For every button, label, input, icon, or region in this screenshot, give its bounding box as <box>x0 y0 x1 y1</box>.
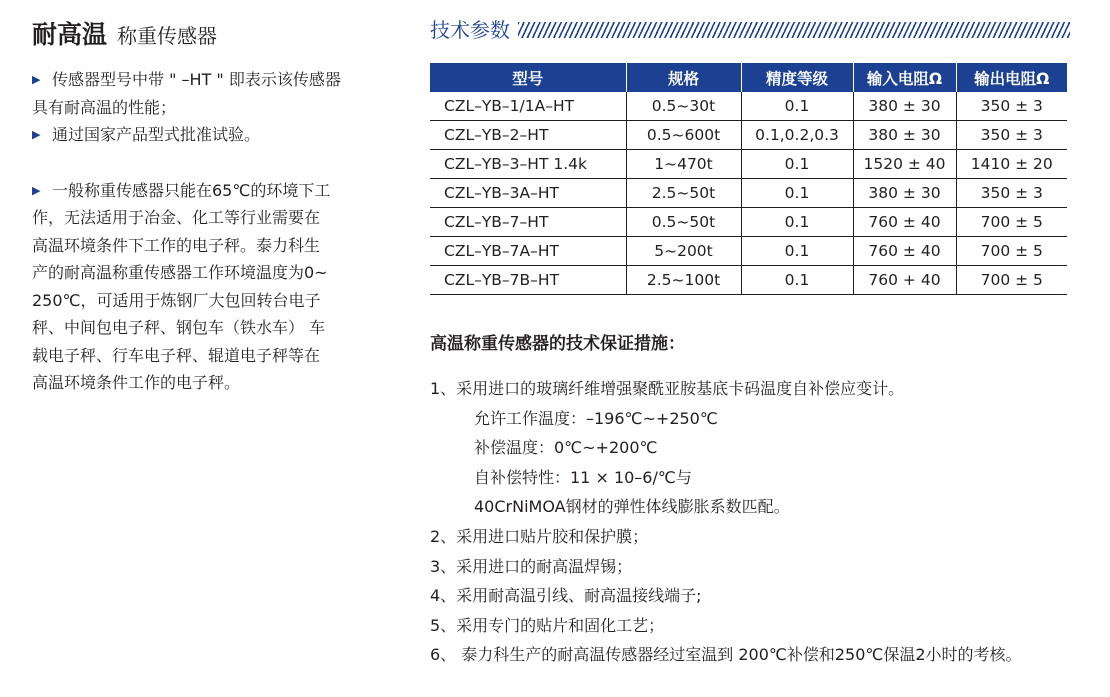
cell-model: CZL–YB–7–HT <box>430 208 626 237</box>
cell-output-resistance: 350 ± 3 <box>956 121 1067 150</box>
hatch-divider <box>518 22 1070 38</box>
measure-item: 3、采用进口的耐高温焊锡； <box>430 556 633 576</box>
bullet-approval <box>32 121 377 149</box>
bullet-line: 产的耐高温称重传感器工作环境温度为0~ <box>32 263 328 282</box>
cell-spec: 5~200t <box>626 237 741 266</box>
cell-output-resistance: 350 ± 3 <box>956 179 1067 208</box>
cell-spec: 2.5~100t <box>626 266 741 295</box>
cell-output-resistance: 700 ± 5 <box>956 266 1067 295</box>
table-row <box>430 208 1067 237</box>
page-title <box>32 10 377 50</box>
bullet-line: 具有耐高温的性能； <box>32 97 177 117</box>
header-input-resistance: 输入电阻Ω <box>853 63 956 92</box>
table-row <box>430 150 1067 179</box>
cell-input-resistance: 380 ± 30 <box>853 92 956 121</box>
table-row <box>430 179 1067 208</box>
cell-model: CZL–YB–3A–HT <box>430 179 626 208</box>
cell-input-resistance: 1520 ± 40 <box>853 150 956 179</box>
section-title: 技术参数 <box>430 18 510 42</box>
measures-list <box>430 374 1022 670</box>
feature-list <box>32 66 377 397</box>
measure-detail: 40CrNiMOA钢材的弹性体线膨胀系数匹配。 <box>474 497 790 517</box>
cell-model: CZL–YB–3–HT 1.4k <box>430 150 626 179</box>
table-row <box>430 266 1067 295</box>
cell-accuracy: 0.1 <box>741 208 853 237</box>
cell-model: CZL–YB–1/1A–HT <box>430 92 626 121</box>
cell-spec: 0.5~30t <box>626 92 741 121</box>
measure-detail: 补偿温度：0℃~+200℃ <box>474 438 658 458</box>
bullet-line: 高温环境条件下工作的电子秤。泰力科生 <box>32 235 321 255</box>
bullet-line: 载电子秤、行车电子秤、辊道电子秤等在 <box>32 345 321 365</box>
cell-accuracy: 0.1 <box>741 237 853 266</box>
cell-output-resistance: 350 ± 3 <box>956 92 1067 121</box>
cell-model: CZL–YB–2–HT <box>430 121 626 150</box>
spec-column <box>430 10 1070 665</box>
measure-item: 2、采用进口贴片胶和保护膜； <box>430 526 649 546</box>
header-output-resistance: 输出电阻Ω <box>956 63 1067 92</box>
bullet-line: ▶ 一般称重传感器只能在65℃的环境下工 <box>32 177 377 205</box>
cell-model: CZL–YB–7B–HT <box>430 266 626 295</box>
table-header-row <box>430 63 1067 92</box>
bullet-line: ▶ 通过国家产品型式批准试验。 <box>32 121 377 149</box>
cell-spec: 1~470t <box>626 150 741 179</box>
cell-input-resistance: 380 ± 30 <box>853 121 956 150</box>
cell-spec: 2.5~50t <box>626 179 741 208</box>
cell-output-resistance: 700 ± 5 <box>956 208 1067 237</box>
section-header <box>430 10 1070 50</box>
spec-table <box>430 63 1067 295</box>
cell-input-resistance: 760 ± 40 <box>853 208 956 237</box>
cell-accuracy: 0.1 <box>741 92 853 121</box>
triangle-bullet-icon: ▶ <box>32 73 41 86</box>
bullet-description <box>32 177 377 397</box>
bullet-line: 高温环境条件工作的电子秤。 <box>32 373 241 392</box>
triangle-bullet-icon: ▶ <box>32 128 41 141</box>
cell-model: CZL–YB–7A–HT <box>430 237 626 266</box>
bullet-line: 作，无法适用于冶金、化工等行业需要在 <box>32 208 321 227</box>
cell-output-resistance: 700 ± 5 <box>956 237 1067 266</box>
bullet-line: ▶ 传感器型号中带 " –HT " 即表示该传感器 <box>32 66 377 94</box>
cell-input-resistance: 760 + 40 <box>853 266 956 295</box>
cell-output-resistance: 1410 ± 20 <box>956 150 1067 179</box>
measure-item: 5、采用专门的贴片和固化工艺； <box>430 615 665 635</box>
measure-detail: 允许工作温度：–196℃~+250℃ <box>474 408 718 428</box>
measure-detail: 自补偿特性：11 × 10–6/℃与 <box>474 467 692 487</box>
title-sub: 称重传感器 <box>117 24 218 48</box>
header-accuracy: 精度等级 <box>741 63 853 92</box>
header-model: 型号 <box>430 63 626 92</box>
table-row <box>430 237 1067 266</box>
header-spec: 规格 <box>626 63 741 92</box>
cell-input-resistance: 380 ± 30 <box>853 179 956 208</box>
bullet-line: 250℃，可适用于炼钢厂大包回转台电子 <box>32 290 321 310</box>
measure-item: 1、采用进口的玻璃纤维增强聚酰亚胺基底卡码温度自补偿应变计。 <box>430 379 905 398</box>
triangle-bullet-icon: ▶ <box>32 183 41 197</box>
measure-item: 6、 泰力科生产的耐高温传感器经过室温到 200℃补偿和250℃保温2小时的考核。 <box>430 645 1022 665</box>
cell-input-resistance: 760 ± 40 <box>853 237 956 266</box>
intro-column <box>32 10 377 397</box>
bullet-line: 秤、中间包电子秤、钢包车（铁水车） 车 <box>32 318 326 337</box>
cell-accuracy: 0.1 <box>741 150 853 179</box>
cell-accuracy: 0.1,0.2,0.3 <box>741 121 853 150</box>
cell-accuracy: 0.1 <box>741 266 853 295</box>
cell-spec: 0.5~50t <box>626 208 741 237</box>
table-row <box>430 121 1067 150</box>
guarantee-heading: 高温称重传感器的技术保证措施： <box>430 334 685 354</box>
cell-spec: 0.5~600t <box>626 121 741 150</box>
measure-item: 4、采用耐高温引线、耐高温接线端子; <box>430 586 702 606</box>
cell-accuracy: 0.1 <box>741 179 853 208</box>
bullet-ht-model <box>32 66 377 121</box>
title-main: 耐高温 <box>32 20 108 49</box>
table-row <box>430 92 1067 121</box>
